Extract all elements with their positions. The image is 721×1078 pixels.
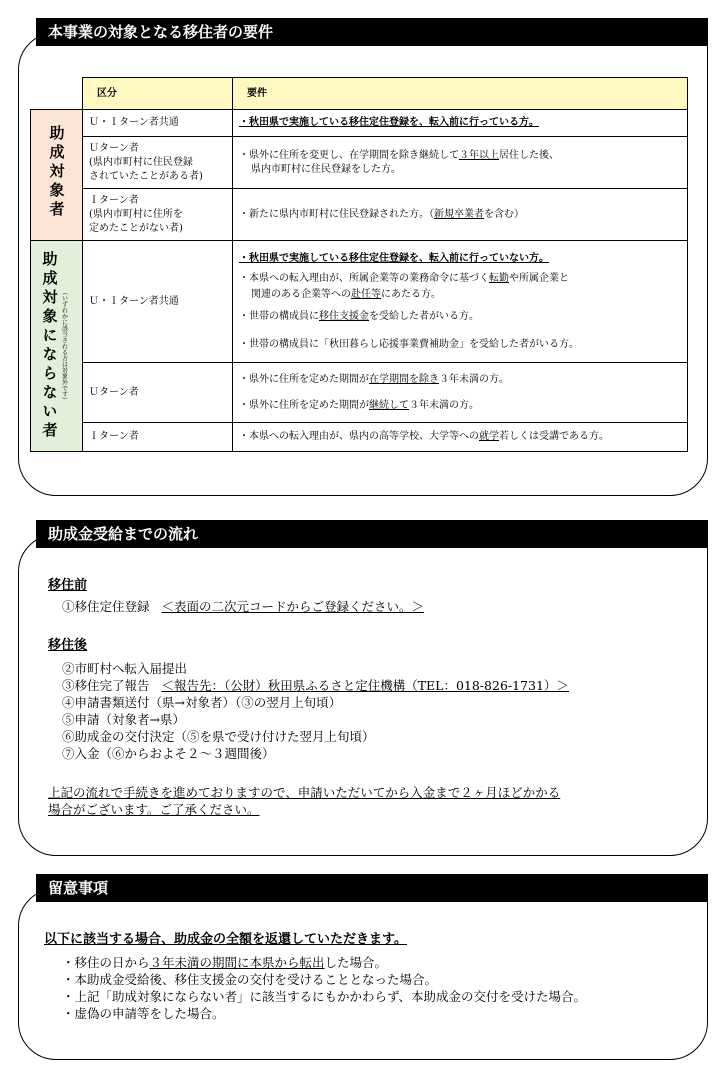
not-eligible-label: 助成対象にならない者 （いずれかに該当される方は対象外です） <box>31 241 83 452</box>
eligible-label: 助成対象者 <box>31 110 83 241</box>
notes-title: 留意事項 <box>36 874 688 902</box>
row4-category: Ｕ・Ｉターン者共通 <box>83 241 233 363</box>
step4: ④申請書類送付（県→対象者）（③の翌月上旬頃） <box>62 695 342 710</box>
row1-requirement: ・秋田県で実施している移住定住登録を、転入前に行っている方。 <box>233 110 688 137</box>
row2-requirement: ・県外に住所を変更し、在学期間を除き継続して３年以上居住した後、 県内市町村に住民登録をした方。 <box>233 137 688 189</box>
step1: ①移住定住登録 ＜表面の二次元コードからご登録ください。＞ <box>62 599 424 614</box>
header-requirement: 要件 <box>233 78 688 110</box>
step7: ⑦入金（⑥からおよそ２～３週間後） <box>62 746 275 761</box>
flow-title: 助成金受給までの流れ <box>36 520 688 548</box>
row3-category: Ｉターン者 (県内市町村に住所を 定めたことがない者) <box>83 189 233 241</box>
requirements-table <box>30 77 688 452</box>
before-heading: 移住前 <box>48 578 88 593</box>
step3-link: ＜報告先：（公財）秋田県ふるさと定住機構（TEL：018-826-1731）＞ <box>161 678 569 693</box>
step2: ②市町村へ転入届提出 <box>62 661 188 676</box>
after-steps <box>62 660 569 762</box>
row2-category: Ｕターン者 (県内市町村に住民登録 されていたことがある者) <box>83 137 233 189</box>
flow-note: 上記の流れで手続きを進めておりますので、申請いただいてから入金まで２ヶ月ほどかかる 場合がございます。ご了承ください。 <box>48 785 561 817</box>
notes-item: ・虚偽の申請等をした場合。 <box>62 1006 225 1021</box>
row1-category: Ｕ・Ｉターン者共通 <box>83 110 233 137</box>
step3: ③移住完了報告 ＜報告先：（公財）秋田県ふるさと定住機構（TEL：018-826-1731）＞ <box>62 678 569 693</box>
step1-link: ＜表面の二次元コードからご登録ください。＞ <box>161 599 424 614</box>
notes-heading: 以下に該当する場合、助成金の全額を返還していただきます。 <box>44 932 407 947</box>
notes-item: ・移住の日から３年未満の期間に本県から転出した場合。 <box>62 955 388 970</box>
row5-requirement: ・県外に住所を定めた期間が在学期間を除き３年未満の方。 ・県外に住所を定めた期間が継続して３年未満の方。 <box>233 363 688 423</box>
requirements-title: 本事業の対象となる移住者の要件 <box>36 18 688 46</box>
row3-requirement: ・新たに県内市町村に住民登録された方。（新規卒業者を含む） <box>233 189 688 241</box>
step6: ⑥助成金の交付決定（⑤を県で受け付けた翌月上旬頃） <box>62 729 375 744</box>
not-eligible-note: （いずれかに該当される方は対象外です） <box>60 289 68 403</box>
step5: ⑤申請（対象者→県） <box>62 712 185 727</box>
row4-requirement: ・秋田県で実施している移住定住登録を、転入前に行っていない方。 ・本県への転入理由が、所属企業等の業務命令に基づく転勤や所属企業と 関連のある企業等への赴任等にあたる方。 ・世帯の構成員に移住支援金を受給した者がいる方。 ・世帯の構成員に「秋田暮らし応援事業費補助金」を受給した者がいる方。 <box>233 241 688 363</box>
after-heading: 移住後 <box>48 638 88 653</box>
row6-requirement: ・本県への転入理由が、県内の高等学校、大学等への就学若しくは受講である方。 <box>233 423 688 452</box>
notes-item: ・本助成金受給後、移住支援金の交付を受けることとなった場合。 <box>62 972 438 987</box>
row5-category: Ｕターン者 <box>83 363 233 423</box>
notes-list <box>62 954 586 1022</box>
notes-item: ・上記「助成対象にならない者」に該当するにもかかわらず、本助成金の交付を受けた場合。 <box>62 989 587 1004</box>
row6-category: Ｉターン者 <box>83 423 233 452</box>
header-category: 区分 <box>83 78 233 110</box>
